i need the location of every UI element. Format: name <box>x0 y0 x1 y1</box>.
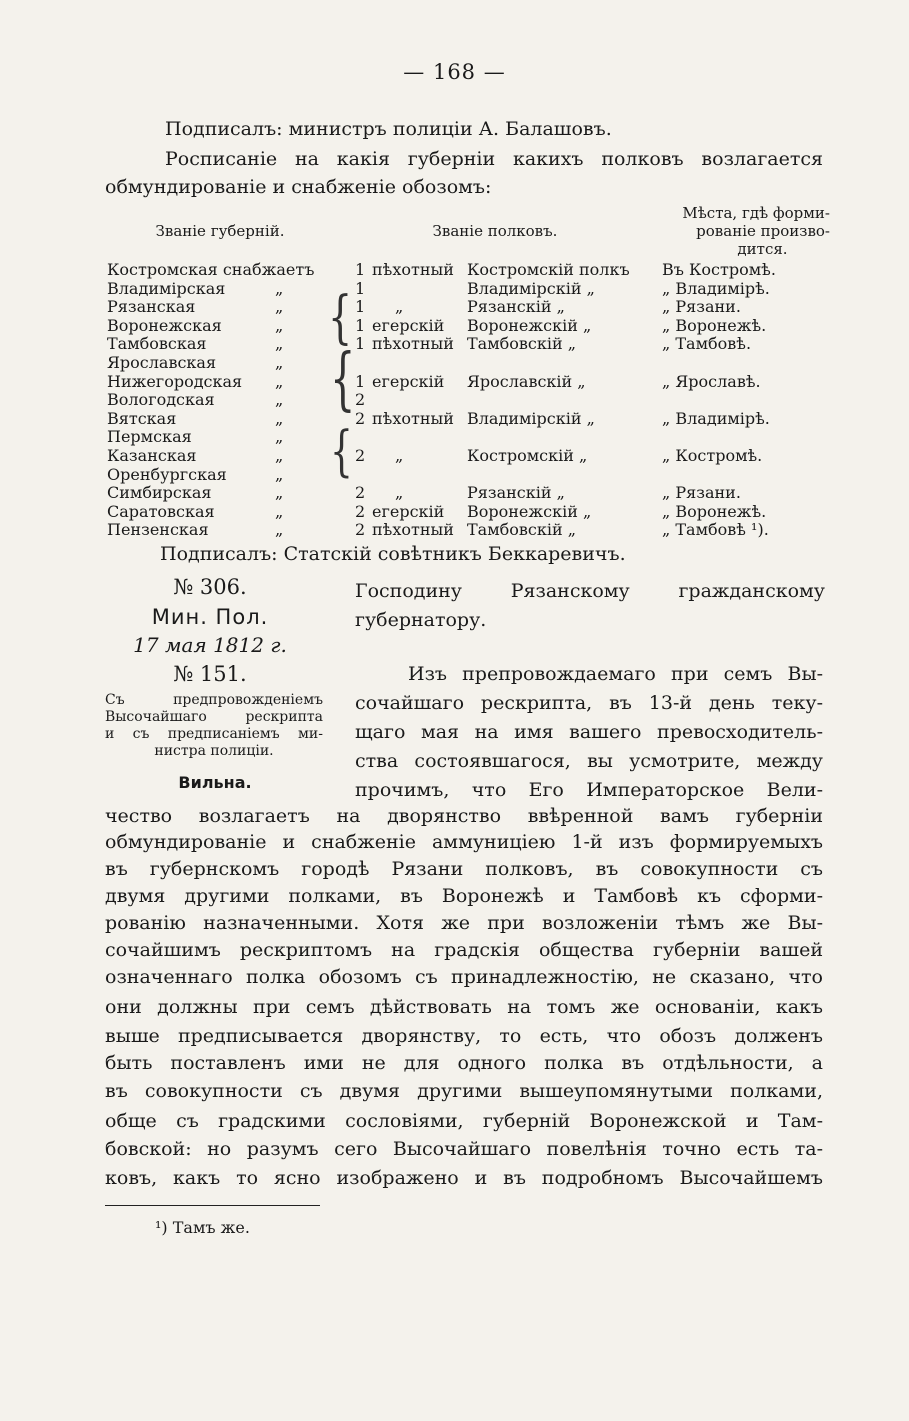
ditto-cell: „ <box>275 334 284 354</box>
ditto-cell: „ <box>275 408 284 428</box>
margin-document-number-2: № 151. <box>173 662 247 686</box>
regiment-cell: Воронежскій „ <box>467 501 592 521</box>
ditto-cell: „ <box>275 371 284 391</box>
page-number: — 168 — <box>403 60 506 84</box>
regiment-cell: Костромскій полкъ <box>467 260 630 279</box>
province-cell: Казанская <box>107 446 197 465</box>
ditto-cell: „ <box>275 446 284 465</box>
table-header-places-line-1: Мѣста, гдѣ форми- <box>682 204 830 222</box>
province-cell: Вологодская <box>107 390 215 410</box>
ditto-cell: „ <box>275 390 284 410</box>
type-cell: егерскій <box>372 315 445 335</box>
place-cell: „ Рязани. <box>662 297 741 317</box>
body-line: Изъ препровождаемаго при семъ Вы- <box>408 663 823 685</box>
type-cell: егерскій <box>372 501 445 521</box>
body-line: выше предписывается дворянству, то есть, что обозъ долженъ <box>105 1025 823 1047</box>
count-cell: 2 <box>355 408 366 428</box>
type-cell: „ <box>395 446 404 465</box>
province-cell: Нижегородская <box>107 371 243 391</box>
body-line: означеннаго полка обозомъ съ принадлежностію, не сказано, что <box>105 966 823 988</box>
province-cell: Симбирская <box>107 483 212 503</box>
brace-group-2: { <box>330 340 356 420</box>
table-row <box>0 483 909 502</box>
province-cell: Костромская снабжаетъ <box>107 260 315 279</box>
table-row <box>0 390 909 409</box>
regiment-cell: Ярославскій „ <box>467 371 586 391</box>
regiment-cell: Рязанскій „ <box>467 483 565 503</box>
brace-group-3: { <box>330 421 353 483</box>
table-row <box>0 279 909 298</box>
table-row <box>0 334 909 353</box>
body-line: ковъ, какъ то ясно изображено и въ подробномъ Высочайшемъ <box>105 1167 823 1189</box>
ditto-cell: „ <box>275 427 284 447</box>
place-cell: „ Костромѣ. <box>662 446 763 465</box>
table-row <box>0 297 909 316</box>
margin-date: 17 мая 1812 г. <box>133 633 287 657</box>
body-line: быть поставленъ ими не для одного полка въ отдѣльности, а <box>105 1052 823 1074</box>
ditto-cell: „ <box>275 297 284 317</box>
type-cell: пѣхотный <box>372 520 454 540</box>
type-cell: пѣхотный <box>372 408 454 428</box>
body-line: въ губернскомъ городѣ Рязани полковъ, въ совокупности съ <box>105 858 823 880</box>
table-row <box>0 316 909 335</box>
count-cell: 2 <box>355 483 366 503</box>
signature-minister: Подписалъ: министръ полиціи А. Балашовъ. <box>165 118 612 140</box>
body-line: они должны при семъ дѣйствовать на томъ же основаніи, какъ <box>105 996 823 1018</box>
body-line: щаго мая на имя вашего превосходитель- <box>355 721 823 743</box>
ditto-cell: „ <box>275 483 284 503</box>
count-cell: 2 <box>355 446 366 465</box>
ditto-cell: „ <box>275 278 284 298</box>
type-cell: „ <box>395 483 404 503</box>
table-header-places-line-3: дится. <box>737 240 788 258</box>
ditto-cell: „ <box>275 501 284 521</box>
body-line: сочайшимъ рескриптомъ на градскія общества губерніи вашей <box>105 939 823 961</box>
province-cell: Рязанская <box>107 297 196 317</box>
table-header-places <box>655 204 830 258</box>
type-cell: пѣхотный <box>372 334 454 354</box>
province-cell: Пензенская <box>107 520 209 540</box>
body-line: прочимъ, что Его Императорское Вели- <box>355 779 823 801</box>
margin-note-line-2: Высочайшаго рескрипта <box>105 709 323 725</box>
margin-note-line-4: нистра полиціи. <box>154 743 274 759</box>
count-cell: 2 <box>355 390 366 410</box>
count-cell: 1 <box>355 278 366 298</box>
place-cell: „ Тамбовѣ. <box>662 334 752 354</box>
province-cell: Пермская <box>107 427 192 447</box>
margin-ministry-stamp: Мин. Пол. <box>151 605 269 629</box>
ditto-cell: „ <box>275 353 284 372</box>
margin-note <box>105 692 323 760</box>
schedule-intro-line-2: обмундированіе и снабженіе обозомъ: <box>105 176 492 198</box>
place-cell: „ Воронежѣ. <box>662 315 767 335</box>
ditto-cell: „ <box>275 464 284 484</box>
table-row <box>0 427 909 446</box>
body-line: чество возлагаетъ на дворянство ввѣренной вамъ губерніи <box>105 805 823 827</box>
table-row <box>0 372 909 391</box>
table-header-provinces: Званіе губерній. <box>155 222 285 240</box>
province-cell: Оренбургская <box>107 464 227 484</box>
place-cell: „ Рязани. <box>662 483 741 503</box>
table-row <box>0 353 909 372</box>
margin-document-number: № 306. <box>173 575 247 599</box>
place-cell: Въ Костромѣ. <box>662 260 776 279</box>
margin-city: Вильна. <box>178 773 252 792</box>
schedule-intro-line-1: Росписаніе на какія губерніи какихъ полковъ возлагается <box>165 148 823 170</box>
regiment-cell: Владимірскій „ <box>467 278 595 298</box>
count-cell: 1 <box>355 334 366 354</box>
brace-group-1: { <box>328 284 353 350</box>
body-line: обмундированіе и снабженіе аммуниціею 1-й изъ формируемыхъ <box>105 831 823 853</box>
footnote-rule <box>105 1205 320 1206</box>
type-cell: пѣхотный <box>372 260 454 279</box>
regiment-cell: Владимірскій „ <box>467 408 595 428</box>
table-row <box>0 502 909 521</box>
province-cell: Воронежская <box>107 315 222 335</box>
place-cell: „ Воронежѣ. <box>662 501 767 521</box>
regiment-cell: Тамбовскій „ <box>467 334 577 354</box>
regiment-cell: Рязанскій „ <box>467 297 565 317</box>
regiment-cell: Воронежскій „ <box>467 315 592 335</box>
body-line: ства состоявшагося, вы усмотрите, между <box>355 750 823 772</box>
type-cell: егерскій <box>372 371 445 391</box>
province-cell: Владимірская <box>107 278 226 298</box>
table-row <box>0 446 909 465</box>
table-header-regiments: Званіе полковъ. <box>432 222 558 240</box>
signature-councillor: Подписалъ: Статскій совѣтникъ Беккаревичъ. <box>160 543 626 565</box>
body-line: бовской: но разумъ сего Высочайшаго повелѣнія точно есть та- <box>105 1138 823 1160</box>
count-cell: 2 <box>355 501 366 521</box>
address-line-1: Господину Рязанскому гражданскому <box>355 580 825 602</box>
ditto-cell: „ <box>275 315 284 335</box>
province-cell: Тамбовская <box>107 334 207 354</box>
province-cell: Ярославская <box>107 353 217 372</box>
ditto-cell: „ <box>275 520 284 540</box>
footnote: ¹) Тамъ же. <box>155 1218 250 1237</box>
table-header-places-line-2: рованіе произво- <box>696 222 830 240</box>
count-cell: 1 <box>355 297 366 317</box>
place-cell: „ Владимірѣ. <box>662 408 770 428</box>
table-row <box>0 260 909 279</box>
margin-note-line-3: и съ предписаніемъ ми- <box>105 726 323 742</box>
margin-note-line-1: Съ предпровожденіемъ <box>105 692 323 708</box>
count-cell: 2 <box>355 520 366 540</box>
body-line: двумя другими полками, въ Воронежѣ и Тамбовѣ къ сформи- <box>105 885 823 907</box>
table-row <box>0 520 909 539</box>
body-line: въ совокупности съ двумя другими вышеупомянутыми полками, <box>105 1080 823 1102</box>
regiment-cell: Тамбовскій „ <box>467 520 577 540</box>
province-cell: Саратовская <box>107 501 215 521</box>
province-cell: Вятская <box>107 408 177 428</box>
count-cell: 1 <box>355 315 366 335</box>
table-row <box>0 465 909 484</box>
place-cell: „ Тамбовѣ ¹). <box>662 520 769 540</box>
body-line: рованію назначенными. Хотя же при возложеніи тѣмъ же Вы- <box>105 912 823 934</box>
regiment-cell: Костромскій „ <box>467 446 588 465</box>
table-row <box>0 409 909 428</box>
body-line: обще съ градскими сословіями, губерній Воронежской и Там- <box>105 1110 823 1132</box>
place-cell: „ Ярославѣ. <box>662 371 761 391</box>
place-cell: „ Владимірѣ. <box>662 278 770 298</box>
count-cell: 1 <box>355 260 366 279</box>
type-cell: „ <box>395 297 404 317</box>
count-cell: 1 <box>355 371 366 391</box>
body-line: сочайшаго рескрипта, въ 13-й день теку- <box>355 692 823 714</box>
address-line-2: губернатору. <box>355 609 487 631</box>
